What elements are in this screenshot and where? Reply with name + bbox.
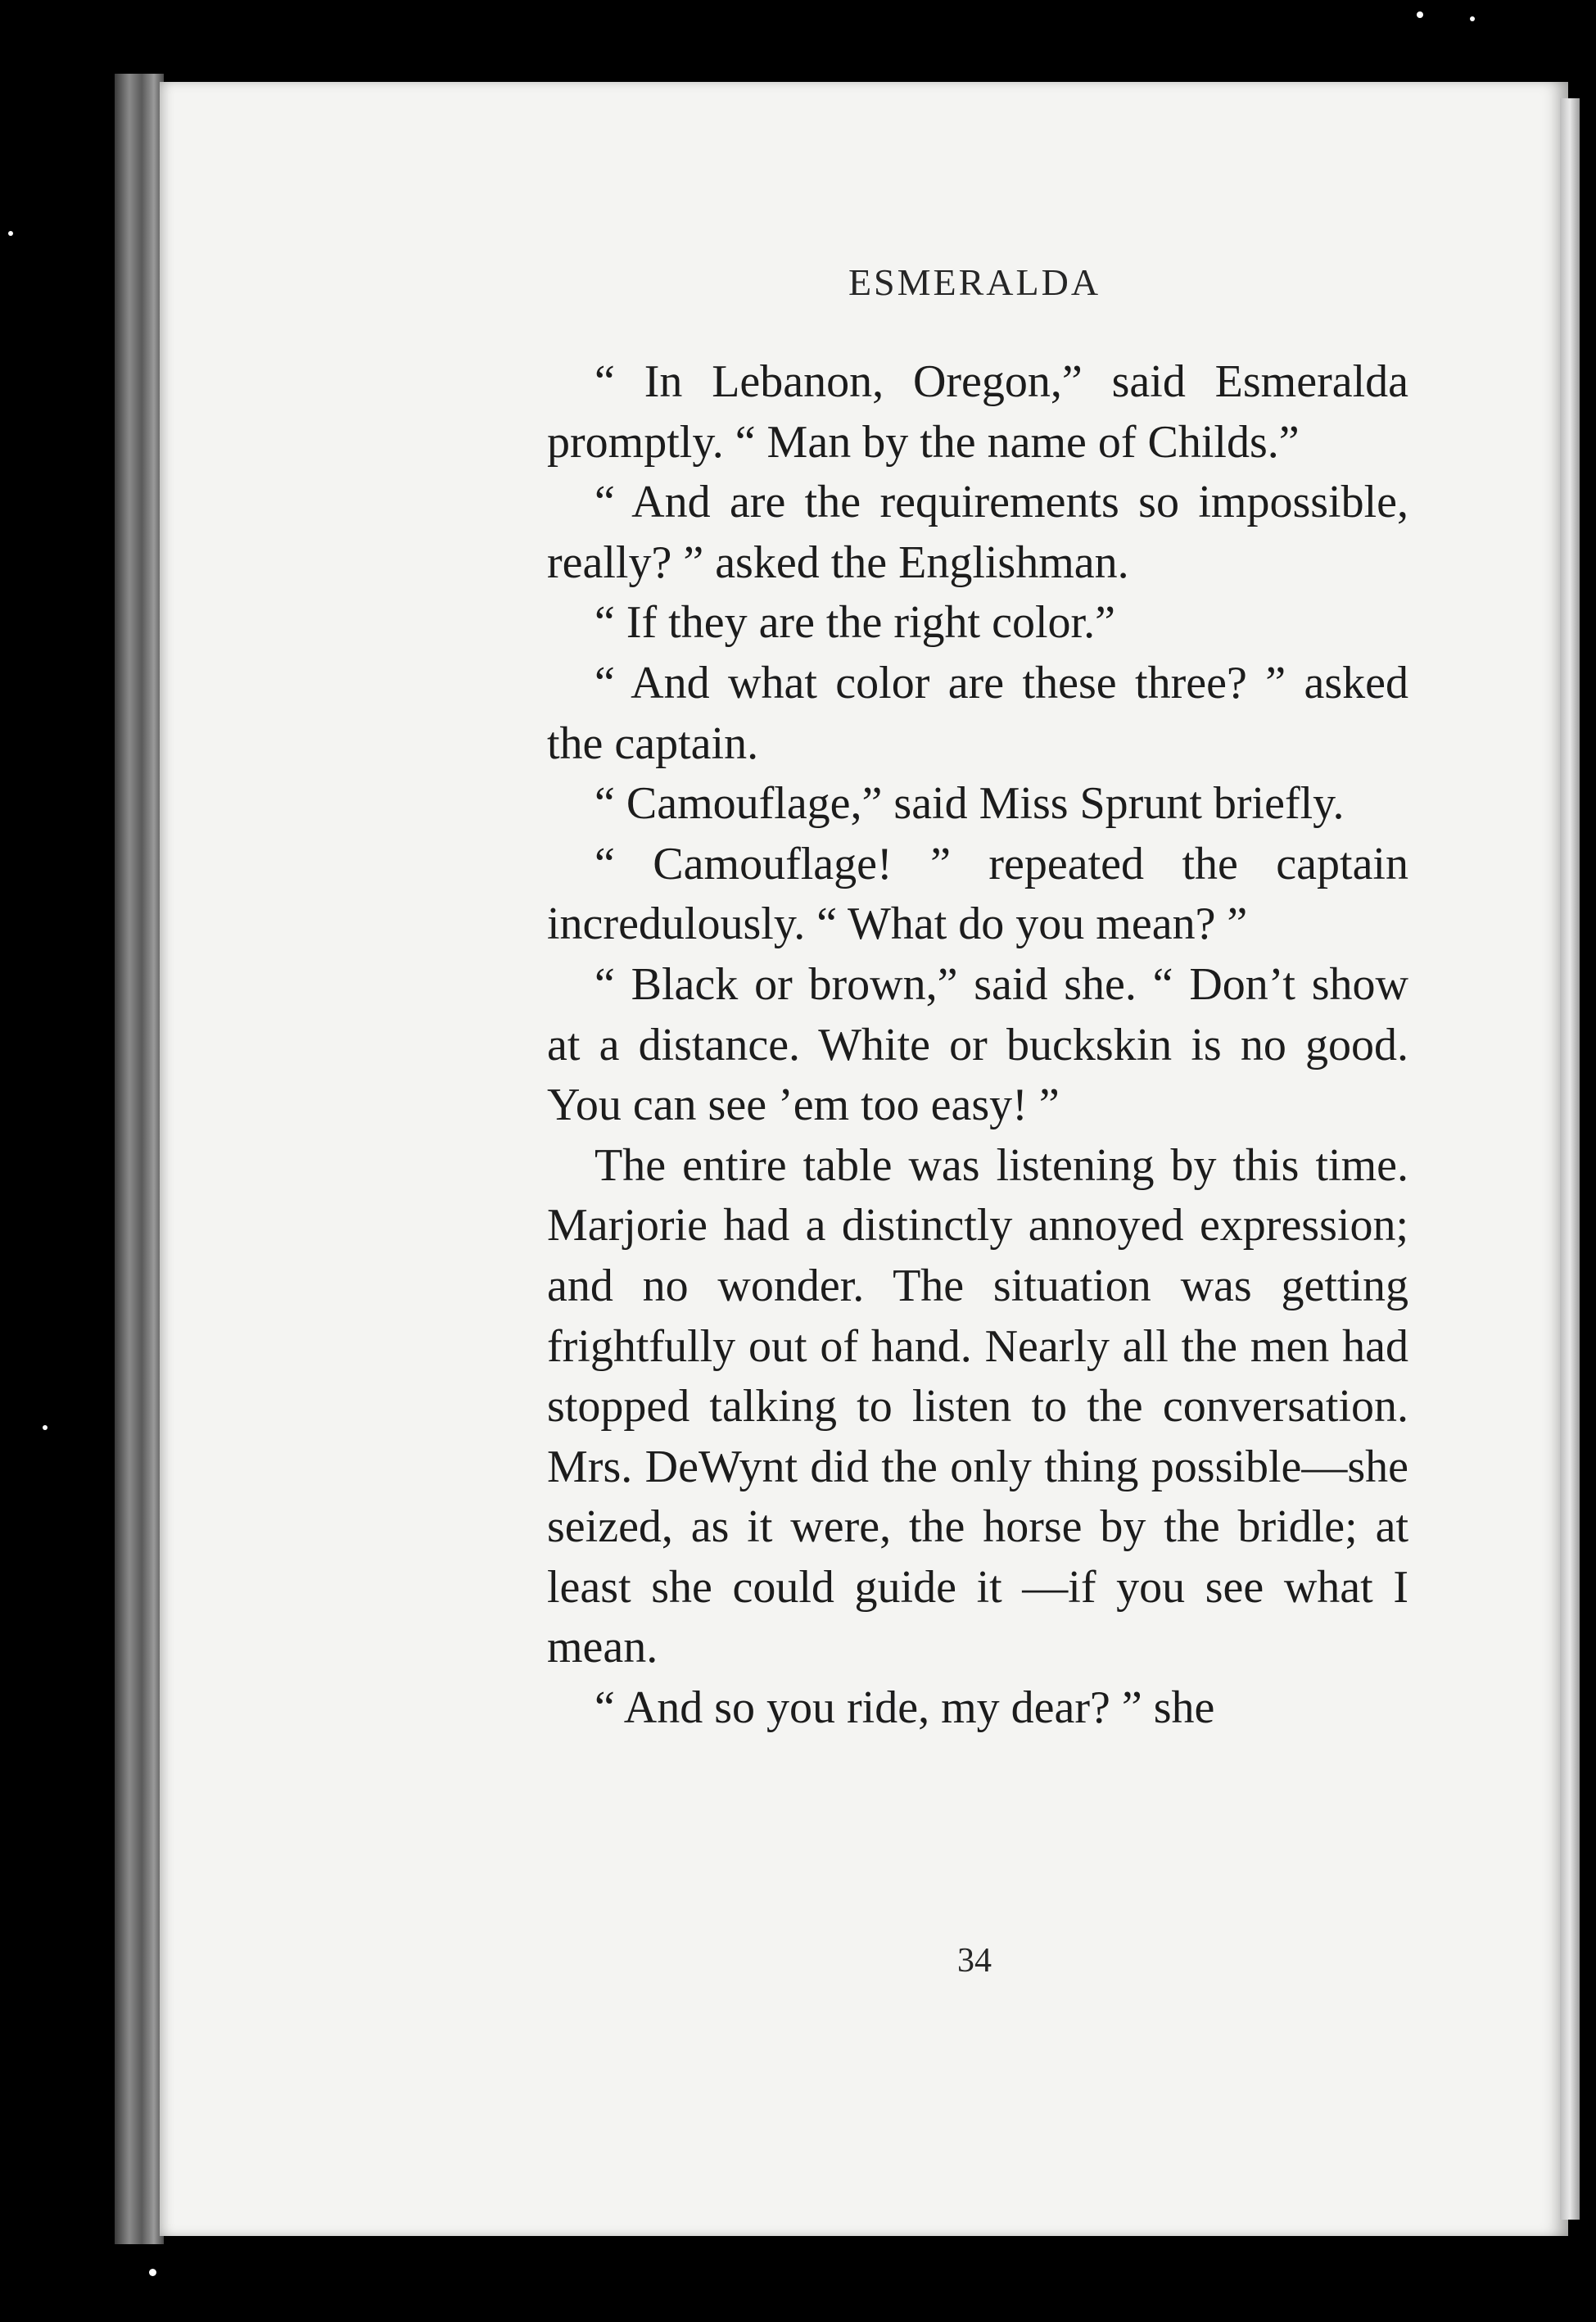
dust-speck (43, 1425, 47, 1430)
paragraph: “ And so you ride, my dear? ” she (595, 1682, 1215, 1734)
body-text (547, 352, 1408, 1739)
page-fore-edge (1560, 98, 1580, 2220)
dust-speck (8, 231, 13, 236)
paragraph: “ Black or brown,” said she. “ Don’t show at a distance. White or buckskin is no good. You can see ’em too easy! ” (547, 958, 1408, 1131)
running-head: ESMERALDA (848, 261, 1101, 303)
paragraph: “ If they are the right color.” (595, 597, 1115, 649)
dust-speck (1417, 11, 1423, 18)
book-spine-edge (115, 74, 164, 2244)
paragraph: “ Camouflage! ” repeated the captain incredulously. “ What do you mean? ” (547, 838, 1408, 950)
paragraph: “ And what color are these three? ” asked the captain. (547, 657, 1408, 769)
dust-speck (149, 2269, 156, 2276)
paragraph: “ In Lebanon, Oregon,” said Esmeralda promptly. “ Man by the name of Childs.” (547, 356, 1408, 468)
page-number: 34 (957, 1942, 992, 1980)
paragraph: “ And are the requirements so impossible, really? ” asked the Englishman. (547, 477, 1408, 588)
paragraph: “ Camouflage,” said Miss Sprunt briefly. (595, 778, 1345, 830)
paragraph: The entire table was listening by this time. Marjorie had a distinctly annoyed expression; and no wonder. The situation was getting frightfully out of hand. Nearly all the men had stopped talking to listen to the conversation. Mrs. DeWynt did the only thing possible—she seized, as it were, the horse by the bridle; at least she could guide it —if you see what I mean. (547, 1139, 1408, 1673)
dust-speck (1470, 16, 1475, 21)
